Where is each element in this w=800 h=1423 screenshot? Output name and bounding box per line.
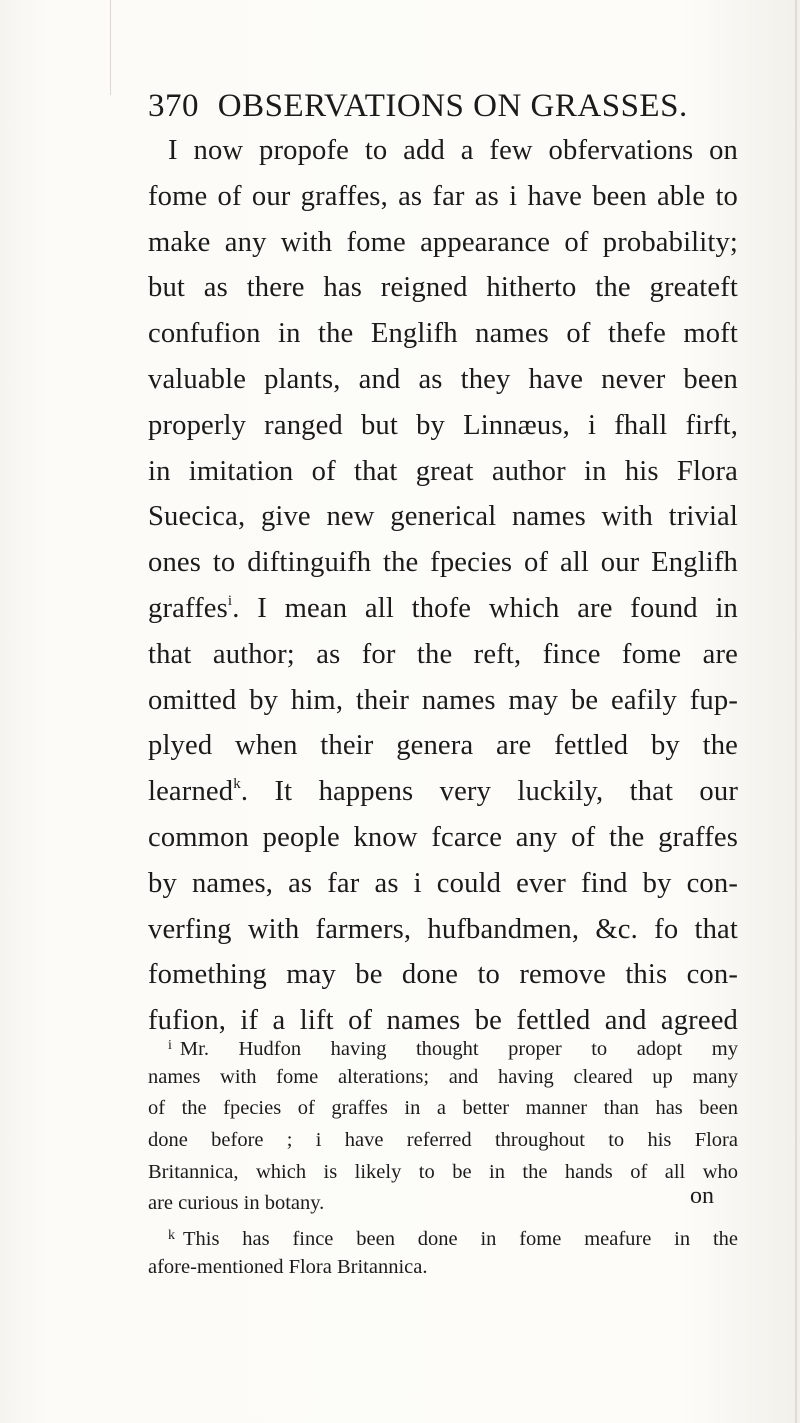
footnote-i — [148, 1030, 738, 1220]
footnote-line: $^i$ Mr. Hudfon having thought proper to adopt my — [168, 1038, 738, 1060]
footnote-line: afore-mentioned Flora Britannica. — [148, 1255, 428, 1278]
footnote-line: names with fome alterations; and having cleared up many — [148, 1065, 738, 1088]
page-edge-shadow — [795, 0, 797, 1423]
footnote-mark: k — [168, 1228, 175, 1244]
text-line: plyed when their genera are fettled by the — [148, 730, 738, 762]
text-line: ones to diftinguifh the fpecies of all our Englifh — [148, 547, 738, 579]
footnote-line: Britannica, which is likely to be in the hands of all who — [148, 1160, 738, 1183]
footnote-mark: i — [168, 1038, 172, 1053]
text-line: graffes$^i$. I mean all thofe which are found in — [148, 592, 738, 624]
page-number: 370 — [148, 88, 199, 124]
text-line: valuable plants, and as they have never been — [148, 363, 738, 395]
text-line: that author; as for the reft, fince fome are — [148, 638, 738, 670]
text-line: omitted by him, their names may be eafily fup- — [148, 684, 738, 716]
footnote-reference-k[interactable]: k — [233, 776, 241, 793]
footnote-line: are curious in botany. — [148, 1192, 325, 1215]
footnotes — [148, 1030, 738, 1284]
running-header — [148, 88, 728, 125]
text-line: by names, as far as i could ever find by con- — [148, 867, 738, 899]
text-line: in imitation of that great author in his Flora — [148, 455, 738, 487]
main-text-block — [148, 128, 738, 1044]
text-line: fomething may be done to remove this con- — [148, 959, 738, 991]
text-line: properly ranged but by Linnæus, i fhall firft, — [148, 409, 738, 441]
text-line: fome of our graffes, as far as i have been able to — [148, 180, 738, 212]
text-line: verfing with farmers, hufbandmen, &c. fo that — [148, 913, 738, 945]
footnote-line: done before ; i have referred throughout to his Flora — [148, 1129, 738, 1152]
running-title: OBSERVATIONS ON GRASSES. — [217, 88, 688, 124]
text-line: but as there has reigned hitherto the greateft — [148, 272, 738, 304]
page-edge-mark — [110, 0, 111, 95]
text-line: fufion, if a lift of names be fettled and agreed — [148, 1005, 738, 1037]
text-line: I now propofe to add a few obfervations on — [168, 135, 738, 166]
footnote-reference-i[interactable]: i — [227, 592, 233, 609]
footnote-k — [148, 1220, 738, 1283]
footnote-line: $^k$ This has fince been done in fome meafure in the — [168, 1228, 738, 1251]
footnote-line: of the fpecies of graffes in a better manner than has been — [148, 1097, 738, 1120]
text-line: common people know fcarce any of the graffes — [148, 821, 738, 853]
text-line: Suecica, give new generical names with trivial — [148, 501, 738, 533]
text-line: make any with fome appearance of probability; — [148, 226, 738, 258]
text-line: learned$^k$. It happens very luckily, that our — [148, 776, 738, 808]
catchword: on — [690, 1183, 714, 1209]
text-line: confufion in the Englifh names of thefe moft — [148, 318, 738, 350]
